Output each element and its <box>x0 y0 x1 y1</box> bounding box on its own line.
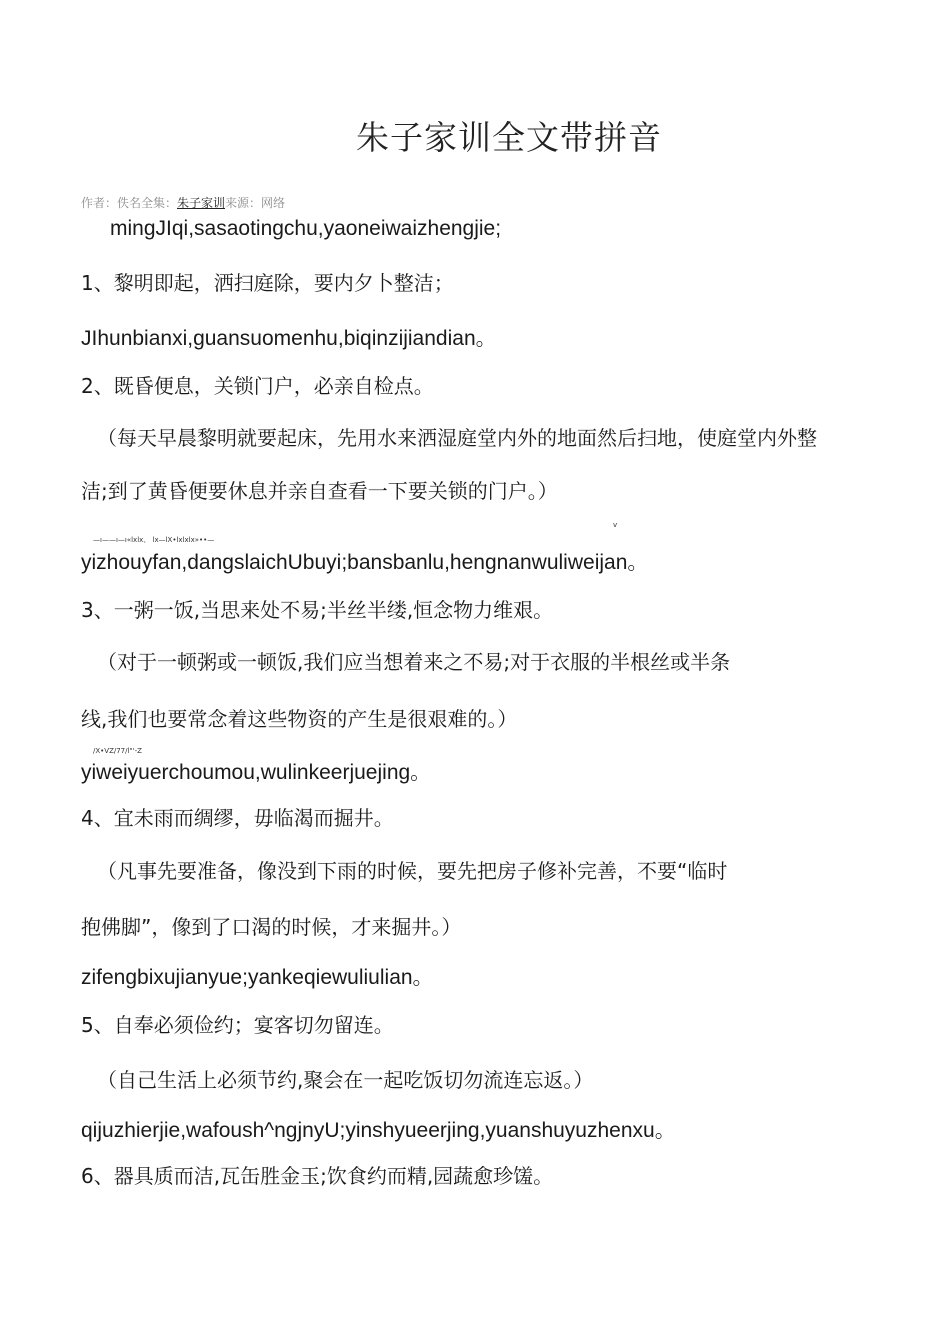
translation-5a: （自己生活上必须节约,聚会在一起吃饭切勿流连忘返。） <box>97 1068 594 1092</box>
meta-prefix: 作者：佚名全集： <box>81 196 178 210</box>
author-meta <box>81 194 285 211</box>
translation-3a: （对于一顿粥或一顿饭,我们应当想着来之不易;对于衣服的半根丝或半条 <box>97 650 731 674</box>
translation-4a: （凡事先要准备，像没到下雨的时候，要先把房子修补完善，不要“临时 <box>97 859 728 883</box>
verse-line-6: 6、器具质而洁,瓦缶胜金玉;饮食约而精,园蔬愈珍馐。 <box>81 1164 554 1188</box>
ocr-noise-3v: v <box>613 521 618 529</box>
translation-4b: 抱佛脚”，像到了口渴的时候，才来掘井。） <box>81 915 462 939</box>
pinyin-line-6: qijuzhierjie,wafoush^ngjnyU;yinshyueerjing,yuanshuyuzhenxu。 <box>81 1119 676 1142</box>
pinyin-line-3: yizhouyfan,dangslaichUbuyi;bansbanlu,hengnanwuliweijan。 <box>81 551 649 574</box>
pinyin-line-2: JIhunbianxi,guansuomenhu,biqinzijiandian。 <box>81 327 497 350</box>
pinyin-line-4: yiweiyuerchoumou,wulinkeerjuejing。 <box>81 761 432 784</box>
collection-link[interactable]: 朱子家训 <box>177 196 226 210</box>
verse-line-3: 3、一粥一饭,当思来处不易;半丝半缕,恒念物力维艰。 <box>81 598 554 622</box>
translation-3b: 线,我们也要常念着这些物资的产生是很艰难的。） <box>81 707 518 731</box>
pinyin-line-5: zifengbixujianyue;yankeqiewuliulian。 <box>81 966 434 989</box>
translation-2b: 洁;到了黄昏便要休息并亲自查看一下要关锁的门户。） <box>81 479 558 503</box>
ocr-noise-3: —ı——ı—ı«lxlx、 lx—lX•lxlxlx»••— <box>93 536 215 544</box>
ocr-noise-4: /X•VZ/77/l"'-Z <box>93 747 142 755</box>
verse-line-4: 4、宜未雨而绸缪，毋临渴而掘井。 <box>81 806 394 830</box>
page-title: 朱子家训全文带拼音 <box>356 118 662 157</box>
translation-2a: （每天早晨黎明就要起床，先用水来洒湿庭堂内外的地面然后扫地，使庭堂内外整 <box>97 426 817 450</box>
verse-line-2: 2、既昏便息，关锁门户，必亲自检点。 <box>81 374 434 398</box>
pinyin-line-1: mingJIqi,sasaotingchu,yaoneiwaizhengjie; <box>110 217 502 240</box>
verse-line-5: 5、自奉必须俭约；宴客切勿留连。 <box>81 1013 394 1037</box>
meta-suffix: 来源：网络 <box>225 196 286 210</box>
verse-line-1: 1、黎明即起，洒扫庭除，要内夕卜整洁； <box>81 271 454 295</box>
